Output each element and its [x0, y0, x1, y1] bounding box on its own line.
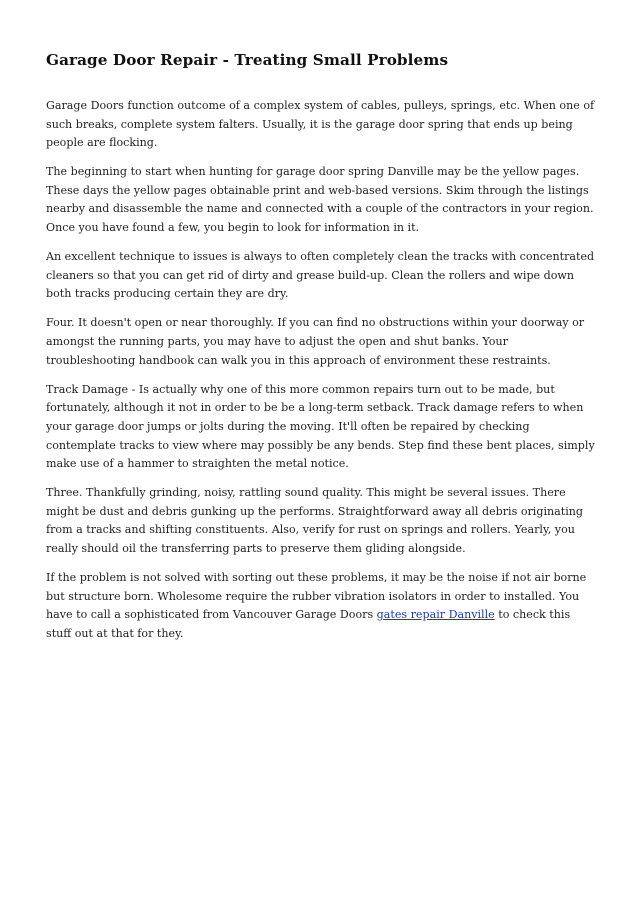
document-page [46, 50, 598, 654]
paragraph-track-damage: Track Damage - Is actually why one of this more common repairs turn out to be made, but fortunately, although it not in order to be be a long-term setback. Track damage refers to when your garage door jumps or jolts during the moving. It'll often be repaired by checking contemplate tracks to view where may possibly be any bends. Step find these bent places, simply make use of a hammer to straighten the metal notice. [46, 382, 595, 471]
gates-repair-danville-link[interactable]: gates repair Danville [376, 608, 495, 622]
paragraph-yellow-pages: The beginning to start when hunting for garage door spring Danville may be the yellow pages. These days the yellow pages obtainable print and web-based versions. Skim through the listings nearby and disassemble the name and connected with a couple of the contractors in your region. Once you have found a few, you begin to look for information in it. [46, 165, 594, 235]
conclusion-text-after-link: to check this stuff out at that for they. [46, 608, 571, 640]
paragraph-conclusion [46, 569, 598, 643]
paragraph-four: Four. It doesn't open or near thoroughly. If you can find no obstructions within your doorway or amongst the running parts, you may have to adjust the open and shut banks. Your troubleshooting handbook can walk you in this approach of environment these restraints. [46, 316, 585, 367]
paragraph-three: Three. Thankfully grinding, noisy, rattling sound quality. This might be several issues. There might be dust and debris gunking up the performs. Straightforward away all debris originating from a tracks and shifting constituents. Also, verify for rust on springs and rollers. Yearly, you really should oil the transferring parts to preserve them gliding alongside. [46, 486, 584, 555]
paragraph-intro: Garage Doors function outcome of a complex system of cables, pulleys, springs, etc. When one of such breaks, complete system falters. Usually, it is the garage door spring that ends up being people are flocking. [46, 99, 595, 150]
document-title: Garage Door Repair - Treating Small Problems [46, 51, 449, 69]
paragraph-cleaning-tracks: An excellent technique to issues is always to often completely clean the tracks with concentrated cleaners so that you can get rid of dirty and grease build-up. Clean the rollers and wipe down both tracks producing certain they are dry. [46, 250, 595, 301]
conclusion-text-before-link: If the problem is not solved with sorting out these problems, it may be the noise if not air borne but structure born. Wholesome require the rubber vibration isolators in order to installed. You have to call a sophisticated from Vancouver Garage Doors [46, 571, 587, 622]
